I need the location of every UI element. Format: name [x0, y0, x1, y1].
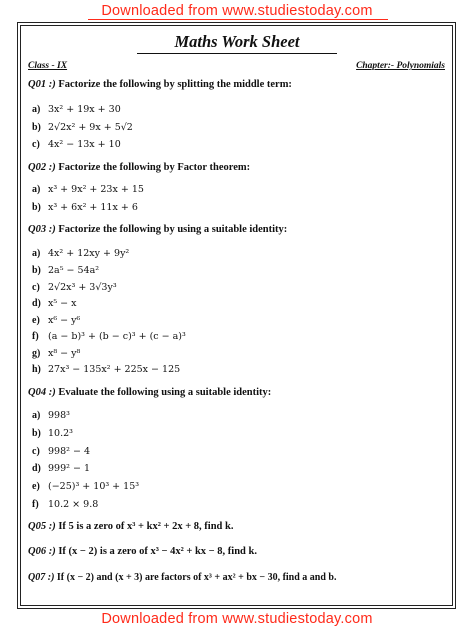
list-item [32, 104, 121, 115]
item-expression: 27x³ − 135x² + 225x − 125 [48, 364, 181, 375]
item-expression: x⁶ − y⁶ [48, 315, 81, 326]
item-label: c) [32, 139, 40, 150]
item-label: a) [32, 184, 41, 195]
list-item [32, 139, 121, 150]
item-label: a) [32, 104, 41, 115]
item-label: d) [32, 463, 41, 474]
item-label: a) [32, 248, 41, 259]
question-number: Q06 [28, 546, 47, 557]
item-expression: 998³ [48, 410, 70, 421]
item-expression: x⁵ − x [48, 298, 77, 309]
item-label: h) [32, 364, 41, 375]
question-separator: :) [46, 224, 56, 235]
list-item [32, 331, 186, 342]
list-item [32, 315, 80, 326]
item-expression: 998² − 4 [48, 446, 90, 457]
list-item [32, 463, 90, 474]
question-5 [28, 521, 234, 532]
item-label: c) [32, 446, 40, 457]
question-separator: :) [46, 387, 56, 398]
question-6 [28, 546, 257, 557]
list-item [32, 248, 129, 259]
item-label: b) [32, 122, 41, 133]
item-expression: x³ + 9x² + 23x + 15 [48, 184, 144, 195]
question-4 [28, 387, 271, 398]
item-expression: 4x² − 13x + 10 [48, 139, 121, 150]
item-expression: 2a⁵ − 54a² [48, 265, 100, 276]
question-7 [28, 572, 337, 583]
list-item [32, 446, 90, 457]
question-3 [28, 224, 287, 235]
item-label: e) [32, 481, 40, 492]
item-expression: 10.2³ [48, 428, 73, 439]
item-label: b) [32, 428, 41, 439]
list-item [32, 265, 99, 276]
item-expression: 3x² + 19x + 30 [48, 104, 121, 115]
item-expression: 10.2 × 9.8 [48, 499, 99, 510]
item-expression: 2√2x² + 9x + 5√2 [48, 122, 133, 133]
item-label: a) [32, 410, 41, 421]
question-separator: :) [46, 546, 56, 557]
item-expression: 2√2x³ + 3√3y³ [48, 282, 117, 293]
question-separator: :) [46, 79, 56, 90]
list-item [32, 410, 70, 421]
question-separator: :) [46, 521, 56, 532]
list-item [32, 202, 138, 213]
watermark-top: Downloaded from www.studiestoday.com [0, 3, 474, 19]
item-label: b) [32, 202, 41, 213]
question-separator: :) [45, 572, 55, 583]
question-2 [28, 162, 250, 173]
item-label: b) [32, 265, 41, 276]
question-text: If (x − 2) and (x + 3) are factors of x³ + ax² + bx − 30, find a and b. [54, 572, 337, 583]
question-1 [28, 79, 292, 90]
question-text: If (x − 2) is a zero of x³ − 4x² + kx − 8, find k. [55, 546, 257, 557]
question-number: Q04 [28, 387, 47, 398]
item-expression: 4x² + 12xy + 9y² [48, 248, 130, 259]
list-item [32, 348, 80, 359]
question-number: Q03 [28, 224, 47, 235]
question-text: Evaluate the following using a suitable identity: [55, 387, 272, 398]
item-expression: (a − b)³ + (b − c)³ + (c − a)³ [48, 331, 186, 342]
list-item [32, 184, 144, 195]
list-item [32, 481, 139, 492]
question-text: Factorize the following by using a suitable identity: [55, 224, 288, 235]
title-underline [137, 53, 337, 54]
list-item [32, 499, 98, 510]
list-item [32, 282, 117, 293]
item-label: d) [32, 298, 41, 309]
question-text: Factorize the following by splitting the middle term: [55, 79, 292, 90]
list-item [32, 298, 77, 309]
question-text: Factorize the following by Factor theorem: [55, 162, 251, 173]
item-label: g) [32, 348, 41, 359]
question-number: Q01 [28, 79, 47, 90]
item-expression: x⁸ − y⁸ [48, 348, 81, 359]
page-title: Maths Work Sheet [174, 32, 300, 51]
question-text: If 5 is a zero of x³ + kx² + 2x + 8, find k. [55, 521, 234, 532]
class-label: Class - IX [28, 61, 68, 71]
list-item [32, 364, 180, 375]
item-label: f) [32, 499, 39, 510]
item-label: c) [32, 282, 40, 293]
chapter-label: Chapter:- Polynomials [356, 61, 445, 71]
question-number: Q02 [28, 162, 47, 173]
item-expression: x³ + 6x² + 11x + 6 [48, 202, 138, 213]
item-label: f) [32, 331, 39, 342]
watermark-bottom: Downloaded from www.studiestoday.com [101, 611, 373, 627]
item-label: e) [32, 315, 40, 326]
question-number: Q05 [28, 521, 47, 532]
question-number: Q07 [28, 572, 46, 583]
list-item [32, 122, 133, 133]
question-separator: :) [46, 162, 56, 173]
item-expression: (−25)³ + 10³ + 15³ [48, 481, 140, 492]
list-item [32, 428, 73, 439]
item-expression: 999² − 1 [48, 463, 90, 474]
